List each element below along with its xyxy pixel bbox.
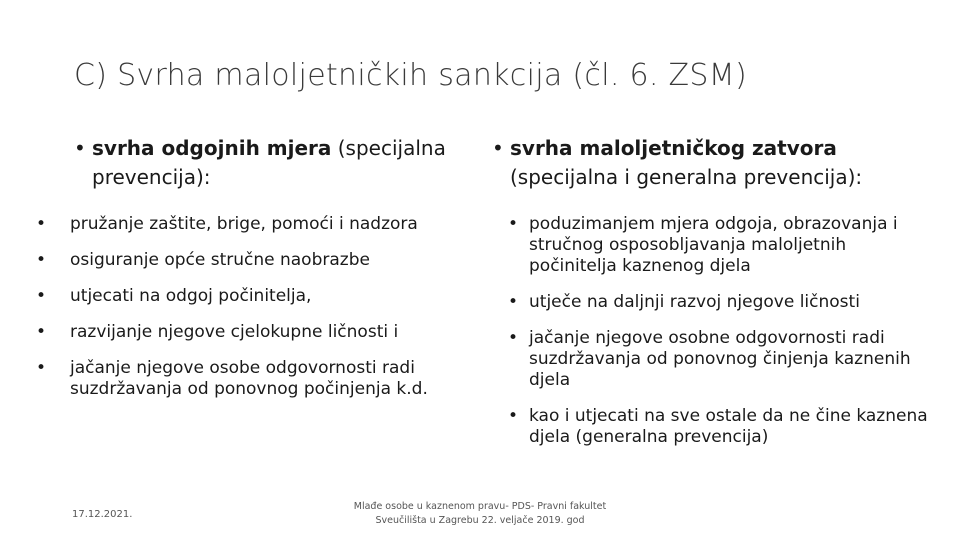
bullet: • — [36, 250, 47, 270]
right-heading-bold: svrha maloljetničkog zatvora — [510, 136, 837, 160]
left-heading-rest: (specijalna prevencija): — [92, 136, 446, 189]
list-item — [508, 214, 928, 277]
list-item — [508, 406, 928, 448]
right-heading — [492, 134, 922, 192]
left-heading — [74, 134, 484, 192]
bullet: • — [36, 286, 47, 306]
list-item-text: osiguranje opće stručne naobrazbe — [70, 250, 370, 270]
list-item — [36, 358, 466, 400]
bullet: • — [36, 214, 47, 234]
bullet: • — [36, 358, 47, 378]
list-item-text: pružanje zaštite, brige, pomoći i nadzora — [70, 214, 418, 234]
left-heading-bold: svrha odgojnih mjera — [92, 136, 332, 160]
list-item — [508, 292, 928, 313]
list-item-text: jačanje njegove osobne odgovornosti radi suzdržavanja od ponovnog činjenja kaznenih djela — [529, 328, 911, 390]
bullet: • — [508, 328, 519, 348]
bullet: • — [74, 136, 86, 160]
right-heading-rest: (specijalna i generalna prevencija): — [510, 165, 863, 189]
left-list — [36, 214, 466, 400]
slide-title: C) Svrha maloljetničkih sankcija (čl. 6. ZSM) — [74, 58, 747, 93]
footer-text — [330, 500, 630, 528]
list-item — [508, 328, 928, 391]
bullet: • — [36, 322, 47, 342]
list-item-text: razvijanje njegove cjelokupne ličnosti i — [70, 322, 399, 342]
list-item-text: jačanje njegove osobe odgovornosti radi suzdržavanja od ponovnog počinjenja k.d. — [70, 358, 428, 399]
bullet: • — [508, 406, 519, 426]
footer-line-2: Sveučilišta u Zagrebu 22. veljače 2019. god — [375, 515, 585, 526]
list-item — [36, 286, 466, 307]
right-list — [508, 214, 928, 448]
footer-date: 17.12.2021. — [72, 509, 133, 520]
bullet: • — [492, 136, 504, 160]
bullet: • — [508, 292, 519, 312]
bullet: • — [508, 214, 519, 234]
list-item-text: utječe na daljnji razvoj njegove ličnosti — [529, 292, 860, 312]
list-item-text: poduzimanjem mjera odgoja, obrazovanja i stručnog osposobljavanja maloljetnih počinitelja kaznenog djela — [529, 214, 898, 276]
footer-line-1: Mlađe osobe u kaznenom pravu- PDS- Pravni fakultet — [353, 501, 607, 512]
list-item — [36, 214, 466, 235]
list-item — [36, 250, 466, 271]
list-item-text: kao i utjecati na sve ostale da ne čine kaznena djela (generalna prevencija) — [529, 406, 928, 447]
list-item-text: utjecati na odgoj počinitelja, — [70, 286, 312, 306]
list-item — [36, 322, 466, 343]
